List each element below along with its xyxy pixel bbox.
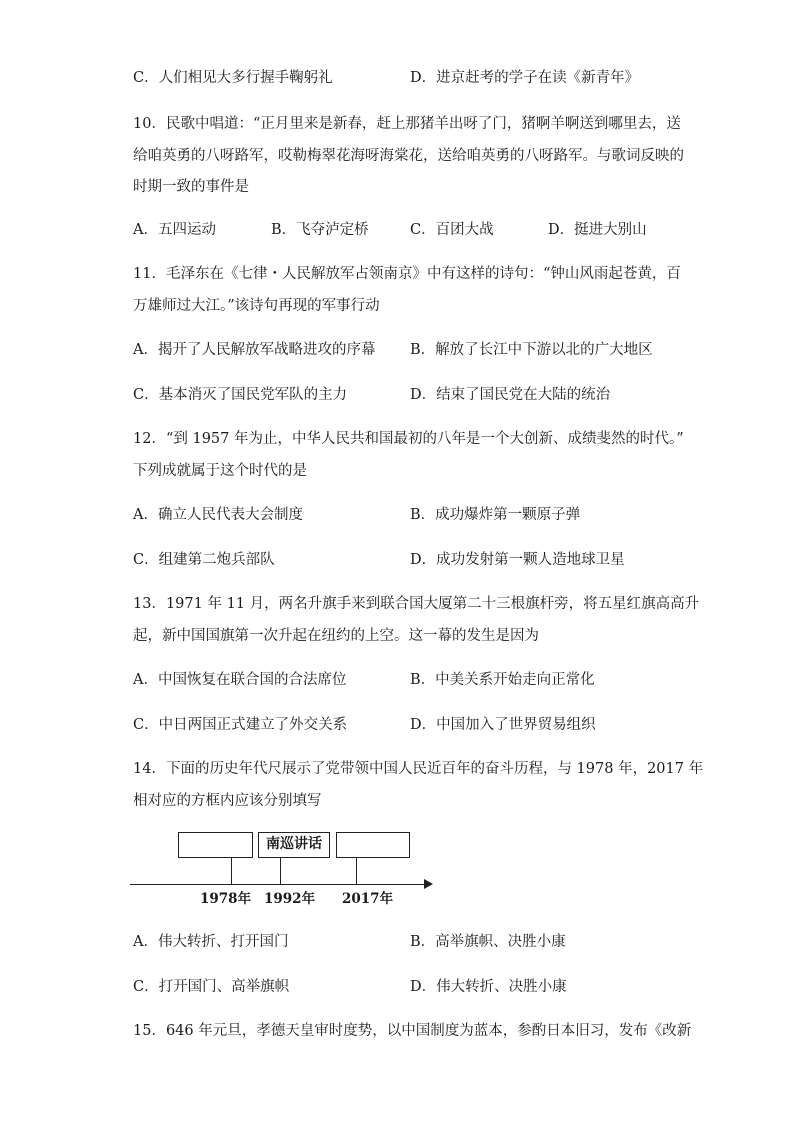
q10-stem-line-1: 10．民歌中唱道：“正月里来是新春，赶上那猪羊出呀了门，猪啊羊啊送到哪里去，送 — [133, 116, 681, 132]
timeline-blank-box-2017[interactable] — [336, 832, 410, 858]
timeline-stem-1992 — [280, 858, 281, 884]
q10-option-b[interactable]: B．飞夺泸定桥 — [271, 222, 369, 238]
q13-stem-line-1: 13．1971 年 11 月，两名升旗手来到联合国大厦第二十三根旗杆旁，将五星红旗高高升 — [133, 596, 700, 612]
q11-option-c[interactable]: C．基本消灭了国民党军队的主力 — [133, 387, 348, 403]
q12-option-a[interactable]: A．确立人民代表大会制度 — [133, 507, 303, 523]
timeline-year-1978: 1978年 — [200, 891, 252, 907]
q14-stem-line-1: 14．下面的历史年代尺展示了党带领中国人民近百年的奋斗历程，与 1978 年，2017 年 — [133, 761, 704, 777]
q9-option-c[interactable]: C．人们相见大多行握手鞠躬礼 — [133, 70, 333, 86]
timeline-box-nanxun: 南巡讲话 — [258, 832, 330, 858]
q14-stem-line-2: 相对应的方框内应该分别填写 — [133, 793, 322, 809]
q10-stem-line-2: 给咱英勇的八呀路军，哎勒梅翠花海呀海棠花，送给咱英勇的八呀路军。与歌词反映的 — [133, 148, 684, 164]
q11-option-a[interactable]: A．揭开了人民解放军战略进攻的序幕 — [133, 342, 376, 358]
q14-option-d[interactable]: D．伟大转折、决胜小康 — [410, 979, 567, 995]
timeline-blank-box-1978[interactable] — [178, 832, 253, 858]
q12-option-b[interactable]: B．成功爆炸第一颗原子弹 — [410, 507, 581, 523]
q14-option-a[interactable]: A．伟大转折、打开国门 — [133, 934, 289, 950]
q14-timeline — [130, 822, 440, 912]
q12-stem-line-2: 下列成就属于这个时代的是 — [133, 463, 307, 479]
q9-option-d[interactable]: D．进京赶考的学子在读《新青年》 — [410, 70, 640, 86]
q11-stem-line-2: 万雄师过大江。”该诗句再现的军事行动 — [133, 298, 380, 314]
q12-option-c[interactable]: C．组建第二炮兵部队 — [133, 552, 275, 568]
timeline-arrow-icon — [424, 879, 433, 889]
q11-option-d[interactable]: D．结束了国民党在大陆的统治 — [410, 387, 611, 403]
q10-option-d[interactable]: D．挺进大别山 — [548, 222, 647, 238]
q13-option-b[interactable]: B．中美关系开始走向正常化 — [410, 672, 595, 688]
q11-stem-line-1: 11．毛泽东在《七律・人民解放军占领南京》中有这样的诗句：“钟山风雨起苍黄，百 — [133, 266, 681, 282]
q10-option-a[interactable]: A．五四运动 — [133, 222, 216, 238]
q15-stem-line-1: 15．646 年元旦，孝德天皇审时度势，以中国制度为蓝本，参酌日本旧习，发布《改新 — [133, 1023, 692, 1039]
q10-stem-line-3: 时期一致的事件是 — [133, 179, 249, 195]
q10-option-c[interactable]: C．百团大战 — [410, 222, 494, 238]
q13-option-d[interactable]: D．中国加入了世界贸易组织 — [410, 717, 596, 733]
timeline-year-1992: 1992年 — [264, 891, 316, 907]
timeline-axis — [130, 884, 426, 885]
timeline-stem-2017 — [356, 858, 357, 884]
q13-option-a[interactable]: A．中国恢复在联合国的合法席位 — [133, 672, 347, 688]
q14-option-b[interactable]: B．高举旗帜、决胜小康 — [410, 934, 566, 950]
timeline-stem-1978 — [231, 858, 232, 884]
q14-option-c[interactable]: C．打开国门、高举旗帜 — [133, 979, 290, 995]
q13-stem-line-2: 起，新中国国旗第一次升起在纽约的上空。这一幕的发生是因为 — [133, 628, 539, 644]
q12-option-d[interactable]: D．成功发射第一颗人造地球卫星 — [410, 552, 625, 568]
q13-option-c[interactable]: C．中日两国正式建立了外交关系 — [133, 717, 348, 733]
q12-stem-line-1: 12．“到 1957 年为止，中华人民共和国最初的八年是一个大创新、成绩斐然的时代。” — [133, 431, 684, 447]
timeline-year-2017: 2017年 — [342, 891, 394, 907]
q11-option-b[interactable]: B．解放了长江中下游以北的广大地区 — [410, 342, 653, 358]
